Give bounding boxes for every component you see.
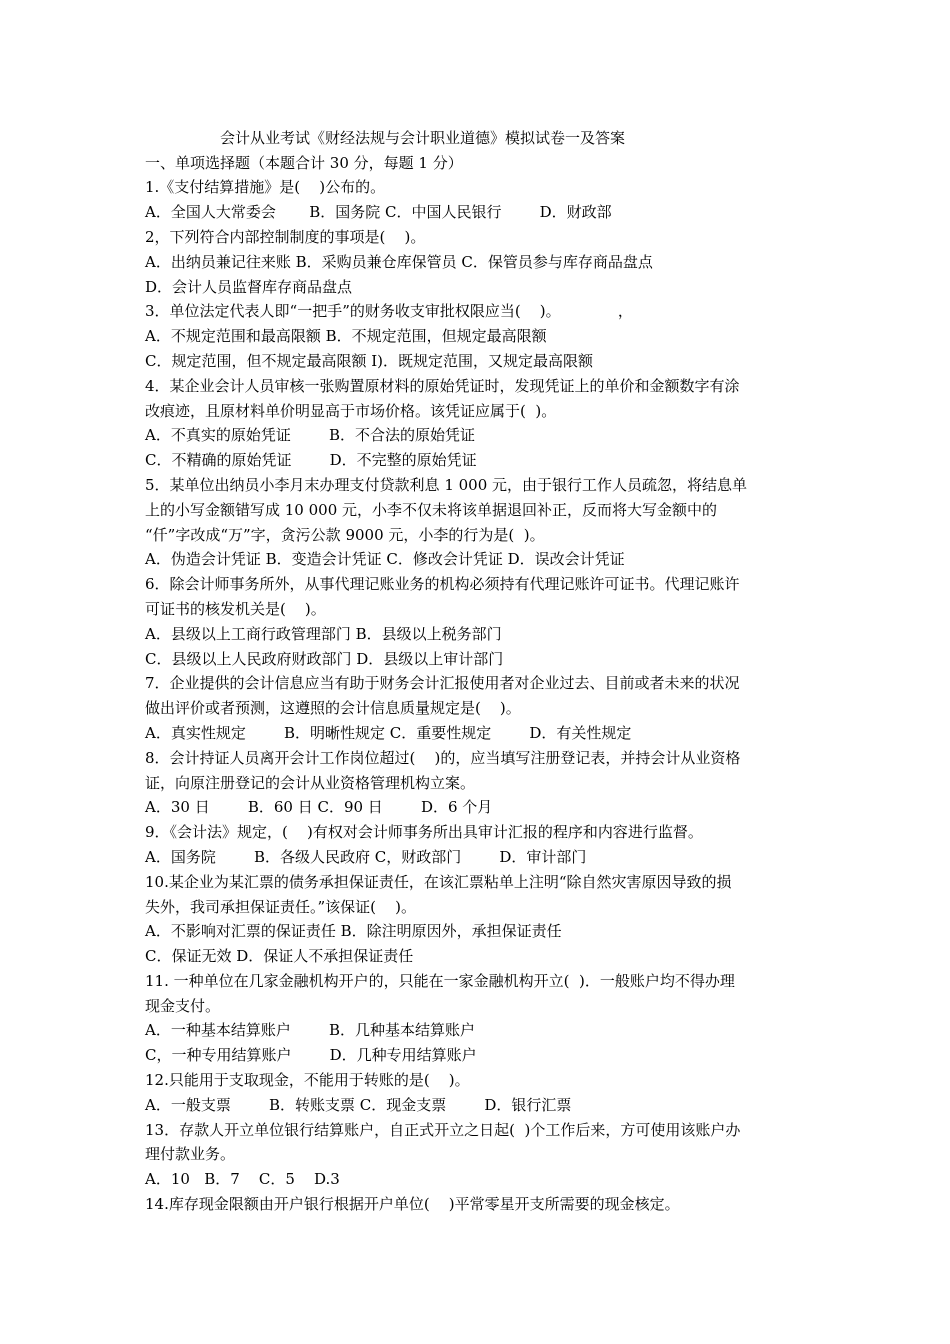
text-line: A．不真实的原始凭证 B．不合法的原始凭证 bbox=[145, 426, 476, 445]
text-line: 理付款业务。 bbox=[145, 1145, 236, 1164]
text-line: C．县级以上人民政府财政部门 D．县级以上审计部门 bbox=[145, 649, 504, 668]
text-line: A．一种基本结算账户 B．几种基本结算账户 bbox=[145, 1021, 476, 1040]
text-line: 2，下列符合内部控制制度的事项是( )。 bbox=[145, 227, 426, 246]
text-line: 可证书的核发机关是( )。 bbox=[145, 599, 326, 618]
text-line: C，一种专用结算账户 D．几种专用结算账户 bbox=[145, 1046, 477, 1065]
text-line: 14.库存现金限额由开户银行根据开户单位( )平常零星开支所需要的现金核定。 bbox=[145, 1195, 680, 1214]
text-line: A．出纳员兼记往来账 B．采购员兼仓库保管员 C．保管员参与库存商品盘点 bbox=[145, 252, 653, 271]
text-line: 改痕迹，且原材料单价明显高于市场价格。该凭证应属于( )。 bbox=[145, 401, 557, 420]
text-line: A．伪造会计凭证 B．变造会计凭证 C．修改会计凭证 D．误改会计凭证 bbox=[145, 550, 625, 569]
text-line: 9．《会计法》规定，( )有权对会计师事务所出具审计汇报的程序和内容进行监督。 bbox=[145, 823, 703, 842]
text-line: “仟”字改成“万”字，贪污公款 9000 元，小李的行为是( )。 bbox=[145, 525, 545, 544]
text-line: 4．某企业会计人员审核一张购置原材料的原始凭证时，发现凭证上的单价和金额数字有涂 bbox=[145, 376, 740, 395]
text-line: 现金支付。 bbox=[145, 996, 221, 1015]
text-line: 5．某单位出纳员小李月末办理支付贷款利息 1 000 元，由于银行工作人员疏忽，将结息单 bbox=[145, 475, 748, 494]
text-line: A．不影响对汇票的保证责任 B．除注明原因外，承担保证责任 bbox=[145, 922, 562, 941]
text-line: 7．企业提供的会计信息应当有助于财务会计汇报使用者对企业过去、目前或者未来的状况 bbox=[145, 674, 740, 693]
text-line: C．规定范围，但不规定最高限额 I)．既规定范围，又规定最高限额 bbox=[145, 351, 594, 370]
text-line: 12.只能用于支取现金，不能用于转账的是( )。 bbox=[145, 1071, 470, 1090]
text-line: 1.《支付结算措施》是( )公布的。 bbox=[145, 178, 386, 197]
text-line: 6．除会计师事务所外，从事代理记账业务的机构必须持有代理记账许可证书。代理记账许 bbox=[145, 575, 740, 594]
text-line: A．10 B．7 C．5 D.3 bbox=[145, 1170, 340, 1189]
text-line: 13．存款人开立单位银行结算账户，自正式开立之日起( )个工作后来，方可使用该账户办 bbox=[145, 1120, 741, 1139]
text-line: 上的小写金额错写成 10 000 元，小李不仅未将该单据退回补正，反而将大写金额中的 bbox=[145, 500, 718, 519]
text-line: 11. 一种单位在几家金融机构开户的，只能在一家金融机构开立( )．一般账户均不得办理 bbox=[145, 971, 735, 990]
text-line: A．不规定范围和最高限额 B．不规定范围，但规定最高限额 bbox=[145, 327, 547, 346]
text-line: 证，向原注册登记的会计从业资格管理机构立案。 bbox=[145, 773, 476, 792]
text-line: 10.某企业为某汇票的债务承担保证责任，在该汇票粘单上注明“除自然灾害原因导致的损 bbox=[145, 872, 732, 891]
text-line: D．会计人员监督库存商品盘点 bbox=[145, 277, 353, 296]
text-line: A．一般支票 B．转账支票 C．现金支票 D．银行汇票 bbox=[145, 1095, 572, 1114]
text-line: 做出评价或者预测，这遵照的会计信息质量规定是( )。 bbox=[145, 699, 521, 718]
text-line: 一、单项选择题（本题合计 30 分，每题 1 分） bbox=[145, 153, 463, 172]
text-line: C．不精确的原始凭证 D．不完整的原始凭证 bbox=[145, 451, 477, 470]
document-body bbox=[145, 151, 813, 1217]
text-line: A．30 日 B．60 日 C．90 日 D．6 个月 bbox=[145, 798, 493, 817]
document-page bbox=[145, 126, 813, 1217]
text-line: A．全国人大常委会 B．国务院 C．中国人民银行 D．财政部 bbox=[145, 203, 612, 222]
text-line: 3．单位法定代表人即“一把手”的财务收支审批权限应当( )。 ， bbox=[145, 302, 633, 321]
text-line: A．国务院 B．各级人民政府 C，财政部门 D．审计部门 bbox=[145, 847, 587, 866]
text-line: C．保证无效 D．保证人不承担保证责任 bbox=[145, 947, 414, 966]
text-line: 失外，我司承担保证责任。”该保证( )。 bbox=[145, 897, 416, 916]
text-line: 8．会计持证人员离开会计工作岗位超过( )的，应当填写注册登记表，并持会计从业资格 bbox=[145, 748, 741, 767]
text-line: A．县级以上工商行政管理部门 B．县级以上税务部门 bbox=[145, 624, 502, 643]
text-line: A．真实性规定 B．明晰性规定 C．重要性规定 D．有关性规定 bbox=[145, 723, 632, 742]
document-title: 会计从业考试《财经法规与会计职业道德》模拟试卷一及答案 bbox=[220, 129, 626, 147]
